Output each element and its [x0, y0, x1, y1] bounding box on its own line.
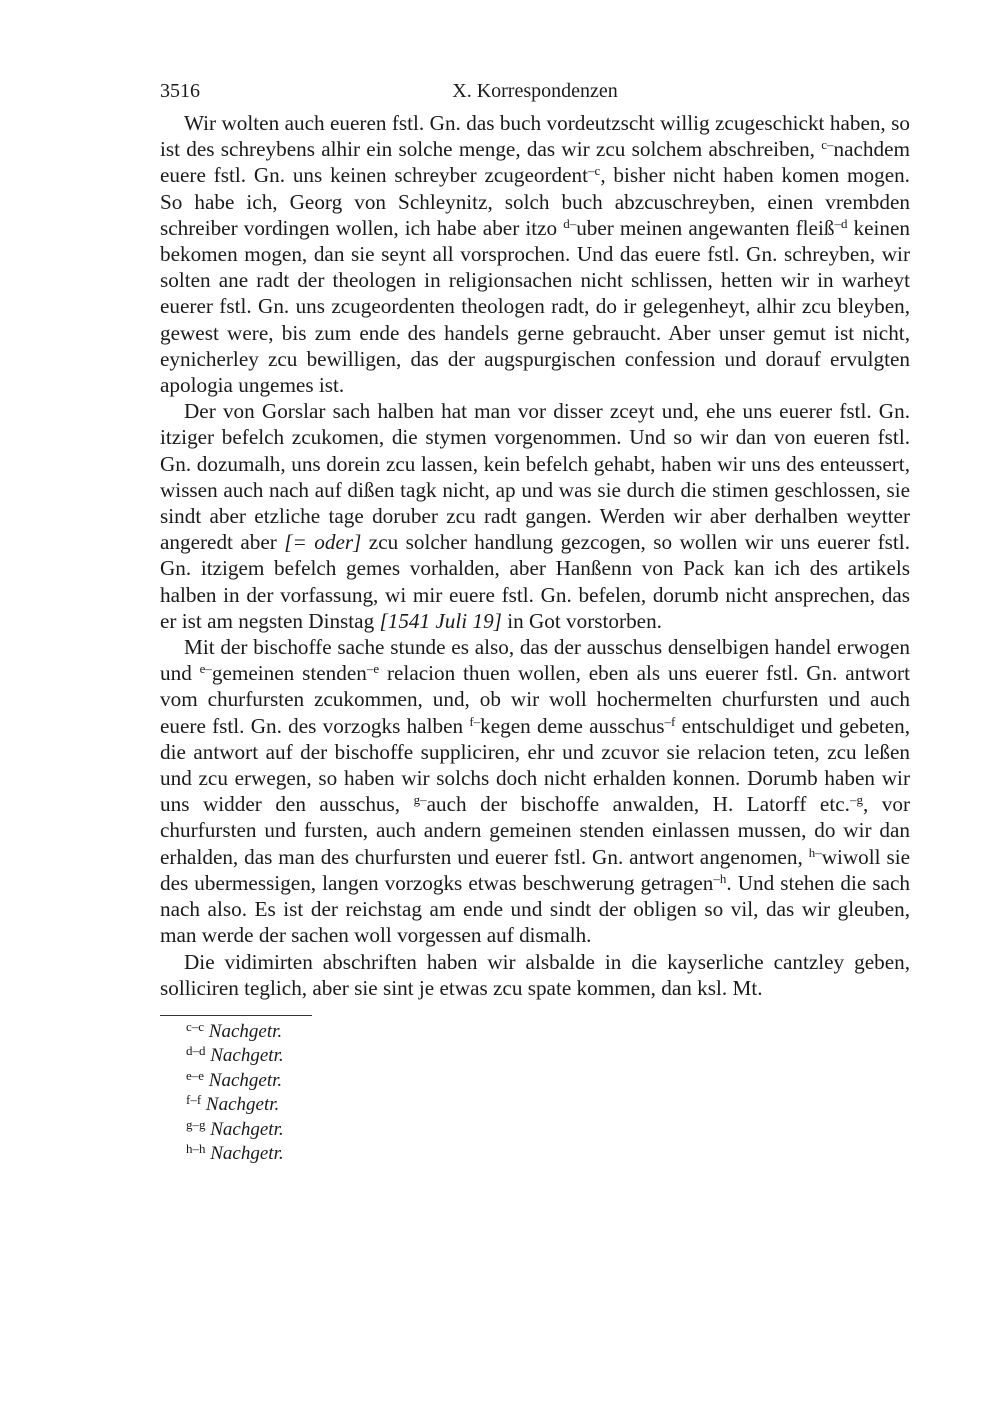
- text-run: in Got vorstorben.: [501, 608, 662, 633]
- footnote-text: Nachgetr.: [210, 1045, 284, 1067]
- text-run: relacion thuen wollen, eben als uns euerer fstl. Gn. antwort vom churfursten zcukommen, und, ob wir woll hochermelten churfursten und auch euere fstl. Gn. des vorzogks halben: [160, 661, 910, 738]
- running-head: [160, 76, 910, 110]
- text-run: entschuldiget und gebeten, die antwort auf der bischoffe suppliciren, ehr und zcuvor sie relacion teten, zcu leßen und zcu erwegen, so haben wir solchs doch nicht erhalden konnen. Dorumb haben wir uns widder den ausschus,: [160, 713, 910, 817]
- document-page: [160, 76, 910, 1167]
- footnote-mark: c–c: [186, 1018, 205, 1034]
- text-run: Der von Gorslar sach halben hat man vor disser zceyt und, ehe uns euerer fstl. Gn. itziger befelch zcukomen, die stymen vorgenommen. Und so wir dan von eueren fstl. Gn. dozumalh, uns dorein zcu lassen, kein befelch gehabt, haben wir uns des enteussert, wissen auch nach auf dißen tagk nicht, ap und was sie durch die stimen geschlossen, sie sindt aber etzliche tage doruber zcu radt gangen. Werden wir aber derhalben weytter angeredt aber: [160, 399, 910, 555]
- footnote-marker: –e: [366, 661, 380, 677]
- footnote-marker: –d: [834, 215, 848, 231]
- paragraph-2: [160, 398, 910, 634]
- footnote-mark: d–d: [186, 1043, 206, 1059]
- text-run: , vor churfursten und fursten, auch andern gemeinen stenden einlassen mussen, do wir dan erhalden, das man des churfursten und euerer fstl. Gn. antwort angenomen,: [160, 792, 911, 869]
- text-run: nachdem euere fstl. Gn. uns keinen schreyber zcugeordent: [160, 137, 910, 188]
- footnote-marker: c–: [821, 137, 834, 153]
- text-run: wiwoll sie des ubermessigen, langen vorzogks etwas beschwerung getragen: [160, 844, 910, 895]
- footnote-marker: h–: [808, 844, 822, 860]
- body-text: [160, 110, 910, 1001]
- footnote-mark: h–h: [186, 1141, 206, 1157]
- footnote-marker: f–: [469, 713, 481, 729]
- footnote-text: Nachgetr.: [205, 1094, 280, 1116]
- text-run: Die vidimirten abschriften haben wir alsbalde in die kayserliche cantzley geben, solliciren teglich, aber sie sint je etwas zcu spate kommen, dan ksl. Mt.: [160, 949, 910, 1000]
- text-run: , bisher nicht haben komen mogen. So habe ich, Georg von Schleynitz, solch buch abzcuschreyben, einen vrembden schreiber vordingen wollen, ich habe aber itzo: [160, 163, 910, 240]
- footnote-marker: g–: [413, 792, 427, 808]
- text-run: uber meinen angewanten fleiß: [576, 215, 835, 240]
- footnote-text: Nachgetr.: [210, 1143, 284, 1165]
- footnote-mark: e–e: [186, 1067, 205, 1083]
- footnote-marker: –c: [588, 163, 601, 179]
- footnote: [160, 1069, 910, 1094]
- paragraph-1: [160, 110, 910, 398]
- footnote-mark: f–f: [186, 1092, 202, 1108]
- footnote-divider: [160, 1015, 312, 1016]
- footnote: [160, 1142, 910, 1167]
- footnotes: [160, 1020, 910, 1167]
- text-run: . Und stehen die sach nach also. Es ist der reichstag am ende und sindt der obligen so vil, das wir gleuben, man werde der sachen woll vorgessen auf dismalh.: [160, 870, 910, 948]
- text-run: auch der bischoffe anwalden, H. Latorff etc.: [426, 792, 850, 817]
- footnote-text: Nachgetr.: [208, 1069, 283, 1091]
- footnote-marker: e–: [199, 661, 212, 677]
- footnote-marker: –h: [713, 870, 727, 886]
- editorial-date: [1541 Juli 19]: [379, 608, 502, 633]
- footnote-marker: –g: [849, 792, 863, 808]
- editorial-note: [= oder]: [284, 530, 362, 555]
- footnote-mark: g–g: [186, 1116, 206, 1132]
- paragraph-3: [160, 634, 910, 948]
- text-run: zcu solcher handlung gezcogen, so wollen wir uns euerer fstl. Gn. itzigem befelch gemes vorhalden, aber Hanßenn von Pack kan ich des artikels halben in der vorfassung, wi mir euere fstl. Gn. befelen, dorumb nicht ansprechen, das er ist am negsten Dinstag: [160, 530, 910, 633]
- footnote: [160, 1044, 910, 1069]
- text-run: Wir wolten auch eueren fstl. Gn. das buch vordeutzscht willig zcugeschickt haben, so ist des schreybens alhir ein solche menge, das wir zcu solchem abschreiben,: [160, 111, 910, 162]
- page-number: 3516: [160, 80, 200, 102]
- text-run: keinen bekomen mogen, dan sie seynt all vorsprochen. Und das euere fstl. Gn. schreyben, wir solten ane radt der theologen in religionsachen nicht schlissen, hetten wir in warheyt euerer fstl. Gn. uns zcugeordenten theologen radt, do ir gelegenheyt, alhir zcu bleyben, gewest were, bis zum ende des handels gerne gebraucht. Aber unser gemut ist nicht, eynicherley zcu bewilligen, das der augspurgischen confession und dorauf ervulgten apologia ungemes ist.: [160, 215, 911, 398]
- paragraph-4: [160, 949, 910, 1001]
- footnote-text: Nachgetr.: [208, 1020, 283, 1042]
- text-run: Mit der bischoffe sache stunde es also, das der ausschus denselbigen handel erwogen und: [160, 635, 910, 686]
- section-title: X. Korrespondenzen: [452, 80, 618, 102]
- footnote-marker: –f: [664, 713, 676, 729]
- footnote: [160, 1118, 910, 1143]
- text-run: gemeinen stenden: [211, 661, 367, 686]
- footnote-text: Nachgetr.: [210, 1118, 284, 1140]
- footnote: [160, 1020, 910, 1045]
- text-run: kegen deme ausschus: [480, 713, 665, 738]
- footnote: [160, 1093, 910, 1118]
- footnote-marker: d–: [563, 215, 577, 231]
